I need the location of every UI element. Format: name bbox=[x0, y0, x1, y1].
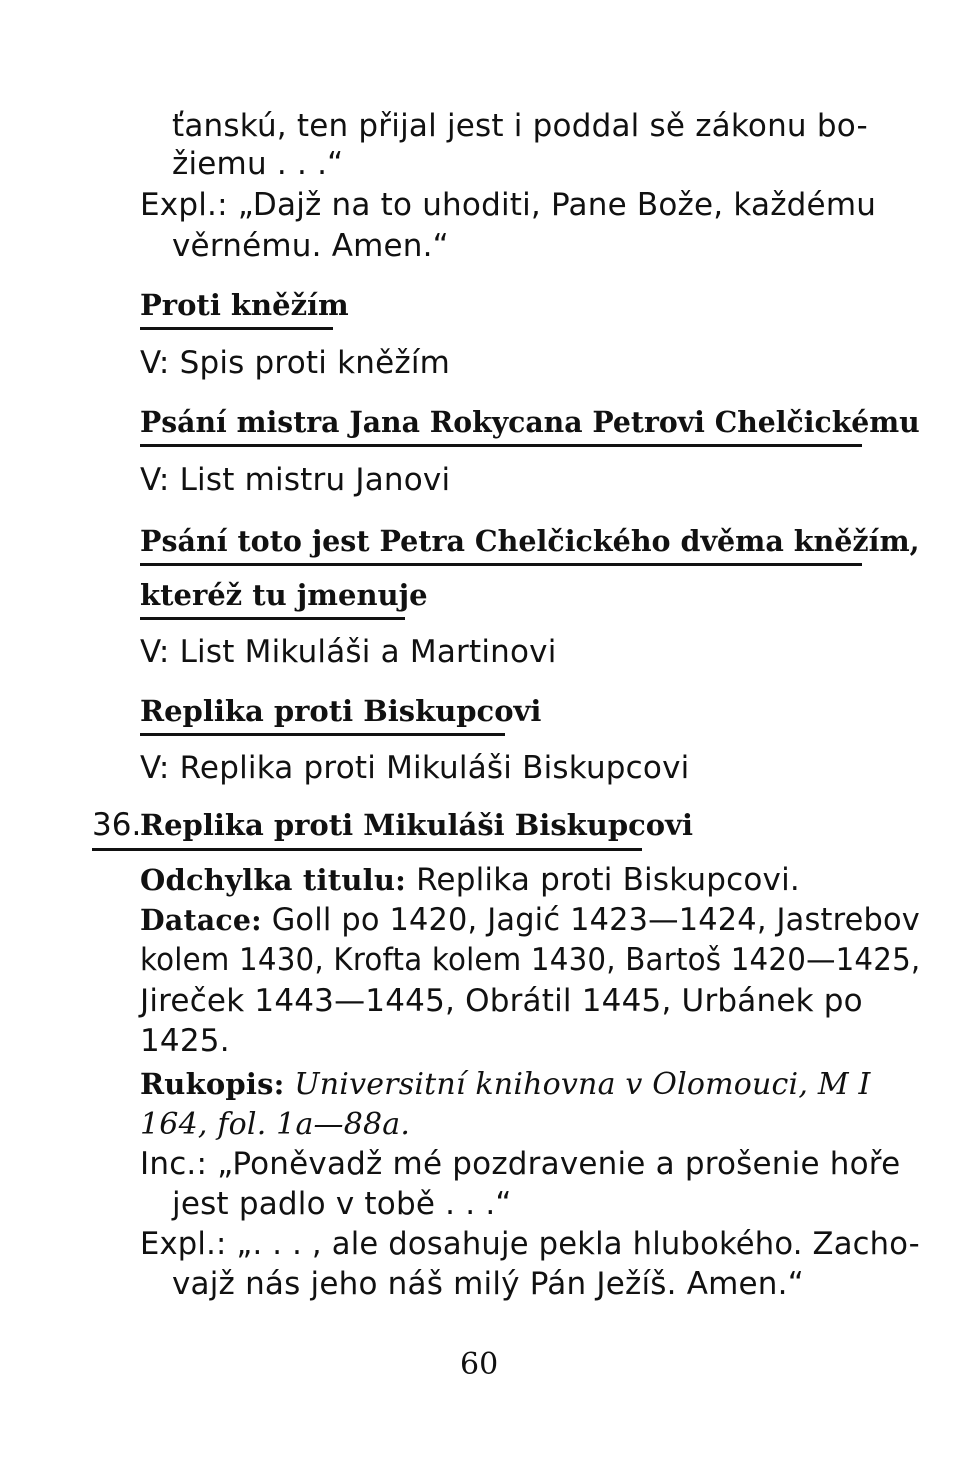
dating-line: Jireček 1443—1445, Obrátil 1445, Urbánek po bbox=[140, 983, 863, 1019]
variant-title: V: List mistru Janovi bbox=[140, 462, 451, 498]
incipit-line: Inc.: „Poněvadž mé pozdravenie a prošenie hoře bbox=[140, 1146, 901, 1182]
heading-underline bbox=[140, 733, 505, 736]
incipit-line: jest padlo v tobě . . .“ bbox=[172, 1186, 512, 1222]
heading-underline bbox=[140, 444, 862, 447]
section-heading: Psání toto jest Petra Chelčického dvěma kněžím, bbox=[140, 524, 920, 558]
manuscript-line bbox=[140, 1064, 871, 1105]
dating-line: kolem 1430, Krofta kolem 1430, Bartoš 1420—1425, bbox=[140, 942, 921, 978]
field-label: Datace: bbox=[140, 903, 262, 937]
text-line: žiemu . . .“ bbox=[172, 146, 344, 182]
section-heading: kteréž tu jmenuje bbox=[140, 578, 428, 612]
entry-title: Replika proti Mikuláši Biskupcovi bbox=[140, 808, 693, 842]
entry-number: 36. bbox=[92, 807, 142, 843]
heading-underline bbox=[92, 848, 642, 851]
title-variant-line bbox=[140, 860, 800, 900]
field-label: Rukopis: bbox=[140, 1067, 285, 1101]
explicit-line: věrnému. Amen.“ bbox=[172, 228, 449, 264]
heading-underline bbox=[140, 617, 405, 620]
variant-title: V: List Mikuláši a Martinovi bbox=[140, 634, 557, 670]
section-heading: Replika proti Biskupcovi bbox=[140, 694, 542, 728]
manuscript-line bbox=[140, 1104, 410, 1145]
explicit-line: vajž nás jeho náš milý Pán Ježíš. Amen.“ bbox=[172, 1266, 804, 1302]
field-value: 164, fol. 1a—88a. bbox=[140, 1107, 411, 1142]
field-label: Odchylka titulu: bbox=[140, 863, 407, 897]
explicit-line: Expl.: „Dajž na to uhoditi, Pane Bože, každému bbox=[140, 187, 877, 223]
dating-line bbox=[140, 900, 920, 940]
field-value: Universitní knihovna v Olomouci, M I bbox=[284, 1067, 871, 1102]
page-number: 60 bbox=[460, 1347, 499, 1382]
variant-title: V: Spis proti kněžím bbox=[140, 345, 451, 381]
heading-underline bbox=[140, 327, 333, 330]
dating-line: 1425. bbox=[140, 1023, 230, 1059]
text-line: ťanskú, ten přijal jest i poddal sě zákonu bo- bbox=[172, 108, 868, 144]
field-value: Replika proti Biskupcovi. bbox=[406, 862, 800, 898]
field-value: Goll po 1420, Jagić 1423—1424, Jastrebov bbox=[261, 902, 920, 938]
section-heading: Proti kněžím bbox=[140, 288, 349, 322]
variant-title: V: Replika proti Mikuláši Biskupcovi bbox=[140, 750, 690, 786]
heading-underline bbox=[140, 563, 862, 566]
explicit-line: Expl.: „. . . , ale dosahuje pekla hlubokého. Zacho- bbox=[140, 1226, 920, 1262]
section-heading: Psání mistra Jana Rokycana Petrovi Chelčickému bbox=[140, 405, 920, 439]
